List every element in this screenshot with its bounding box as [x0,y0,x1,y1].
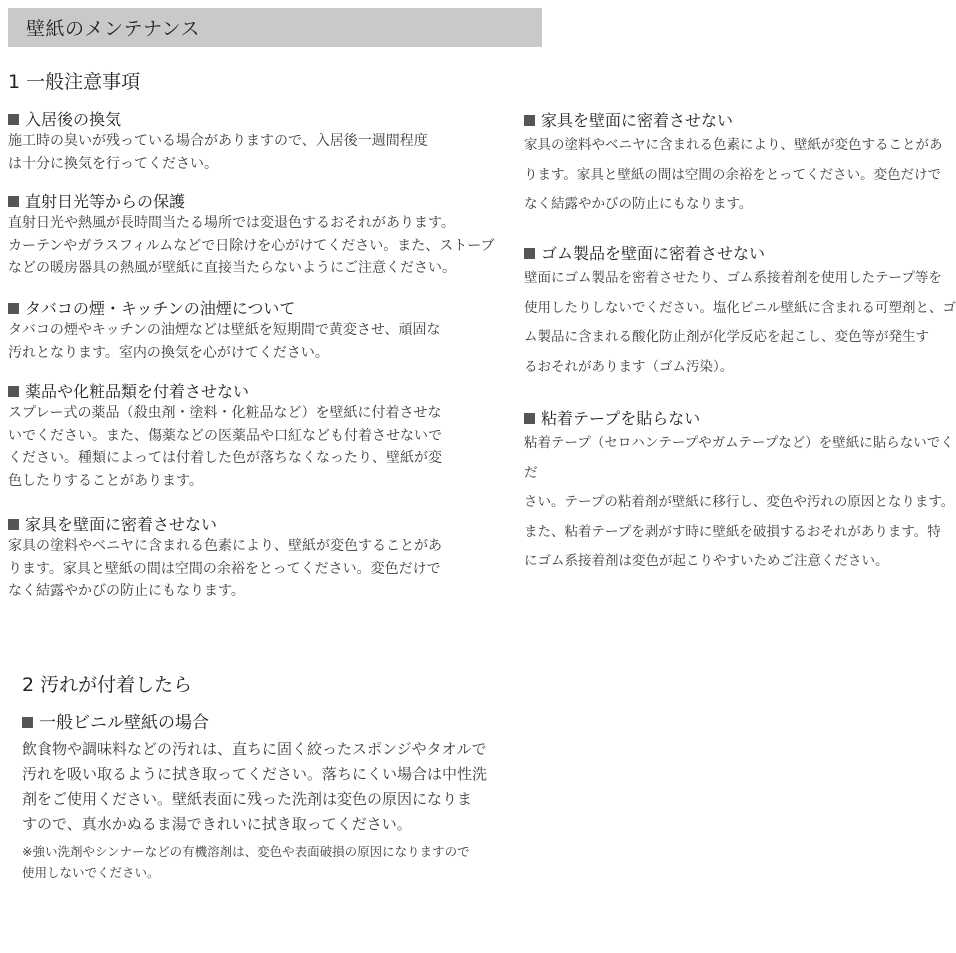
square-bullet-icon [8,196,19,207]
item-heading: 家具を壁面に密着させない [524,108,943,131]
square-bullet-icon [22,717,33,728]
right-item-furniture [524,108,943,220]
item-heading: 入居後の換気 [8,107,428,130]
item-body: 壁面にゴム製品を密着させたり、ゴム系接着剤を使用したテープ等を 使用したりしないでください。塩化ビニル壁紙に含まれる可塑剤と、ゴ ム製品に含まれる酸化防止剤が化学反応を起こし、変色等が発生す るおそれがあります（ゴム汚染）。 [524,270,956,375]
item-body: タバコの煙やキッチンの油煙などは壁紙を短期間で黄変させ、頑固な 汚れとなります。室内の換気を心がけてください。 [8,322,441,361]
item-body: 飲食物や調味料などの汚れは、直ちに固く絞ったスポンジやタオルで 汚れを吸い取るように拭き取ってください。落ちにくい場合は中性洗 剤をご使用ください。壁紙表面に残った洗剤は変色の原因になりま すので、真水かぬるま湯できれいに拭き取ってください。 [22,740,488,833]
item-heading: 薬品や化粧品類を付着させない [8,379,442,402]
left-item-ventilation [8,107,428,175]
item-body: スプレー式の薬品（殺虫剤・塗料・化粧品など）を壁紙に付着させな いでください。また、傷薬などの医薬品や口紅なども付着させないで ください。種類によっては付着した色が落ちなくなったり、壁紙が変 色したりすることがあります。 [8,405,442,489]
right-item-tape [524,406,956,577]
item-heading: 一般ビニル壁紙の場合 [22,708,487,733]
item-heading: ゴム製品を壁面に密着させない [524,241,956,264]
square-bullet-icon [8,519,19,530]
right-item-rubber [524,241,956,382]
section-2-title: 2 汚れが付着したら [22,674,193,696]
square-bullet-icon [8,114,19,125]
page-title: 壁紙のメンテナンス [26,18,200,40]
square-bullet-icon [8,386,19,397]
square-bullet-icon [524,413,535,424]
item-body: 直射日光や熱風が長時間当たる場所では変退色するおそれがあります。 カーテンやガラスフィルムなどで日除けを心がけてください。また、ストーブ などの暖房器具の熱風が壁紙に直接当たらないようにご注意ください。 [8,215,495,276]
left-item-sunlight [8,189,495,280]
item-body: 施工時の臭いが残っている場合がありますので、入居後一週間程度 は十分に換気を行ってください。 [8,133,428,172]
page-header [8,8,542,47]
left-item-furniture [8,512,442,603]
item-body: 家具の塗料やベニヤに含まれる色素により、壁紙が変色することがあ ります。家具と壁紙の間は空間の余裕をとってください。変色だけで なく結露やかびの防止にもなります。 [524,137,943,212]
item-heading: 粘着テープを貼らない [524,406,956,429]
item-heading: 直射日光等からの保護 [8,189,495,212]
item-body: 粘着テープ（セロハンテープやガムテープなど）を壁紙に貼らないでくだ さい。テープの粘着剤が壁紙に移行し、変色や汚れの原因となります。 また、粘着テープを剥がす時に壁紙を破損するおそれがあります。特 にゴム系接着剤は変色が起こりやすいためご注意ください。 [524,435,955,569]
item-body: 家具の塗料やベニヤに含まれる色素により、壁紙が変色することがあ ります。家具と壁紙の間は空間の余裕をとってください。変色だけで なく結露やかびの防止にもなります。 [8,538,442,599]
caution-note: ※強い洗剤やシンナーなどの有機溶剤は、変色や表面破損の原因になりますので 使用しないでください。 [22,844,470,880]
square-bullet-icon [8,303,19,314]
left-item-smoke [8,296,440,364]
item-heading: タバコの煙・キッチンの油煙について [8,296,440,319]
item-heading: 家具を壁面に密着させない [8,512,442,535]
left-item-chemicals [8,379,442,492]
vinyl-wallpaper-item [22,708,487,883]
square-bullet-icon [524,248,535,259]
square-bullet-icon [524,115,535,126]
section-1-title: 1 一般注意事項 [8,71,141,93]
